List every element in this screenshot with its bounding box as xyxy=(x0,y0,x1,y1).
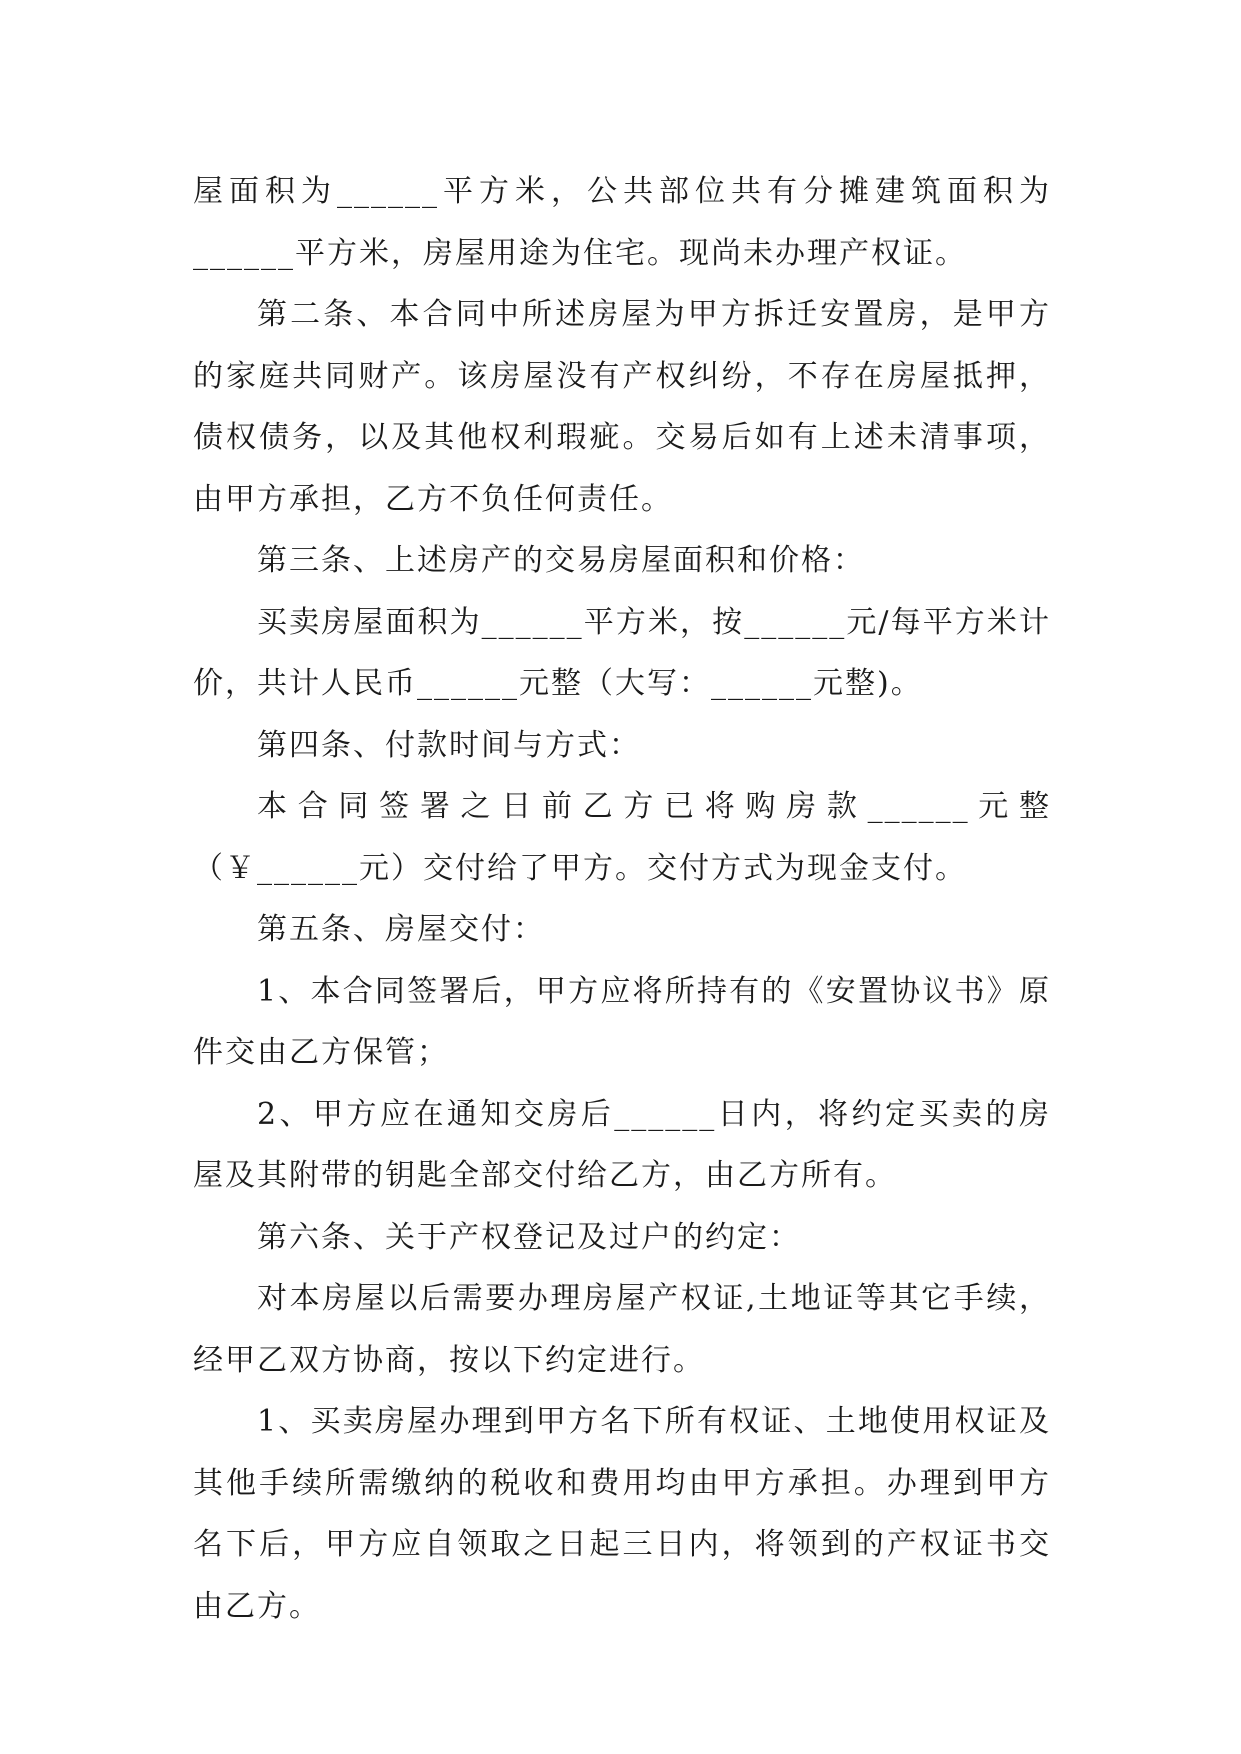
paragraph-article-5-item-1: 1、本合同签署后，甲方应将所持有的《安置协议书》原件交由乙方保管； xyxy=(193,973,1051,1070)
paragraph-article-6-item-1: 1、买卖房屋办理到甲方名下所有权证、土地使用权证及其他手续所需缴纳的税收和费用均由甲方承担。办理到甲方名下后，甲方应自领取之日起三日内，将领到的产权证书交由乙方。 xyxy=(193,1404,1051,1624)
paragraph-article-3-price: 买卖房屋面积为______平方米，按______元/每平方米计价，共计人民币______元整（大写：______元整)。 xyxy=(193,604,1051,701)
paragraph-area-continued: 屋面积为______平方米，公共部位共有分摊建筑面积为______平方米，房屋用途为住宅。现尚未办理产权证。 xyxy=(193,174,1051,271)
paragraph-article-4-payment: 本合同签署之日前乙方已将购房款______元整（￥______元）交付给了甲方。交付方式为现金支付。 xyxy=(193,789,1051,886)
paragraph-article-2: 第二条、本合同中所述房屋为甲方拆迁安置房，是甲方的家庭共同财产。该房屋没有产权纠纷，不存在房屋抵押，债权债务，以及其他权利瑕疵。交易后如有上述未清事项，由甲方承担，乙方不负任何责任。 xyxy=(193,297,1051,517)
paragraph-article-5-heading: 第五条、房屋交付： xyxy=(257,912,545,947)
paragraph-article-5-item-2: 2、甲方应在通知交房后______日内，将约定买卖的房屋及其附带的钥匙全部交付给乙方，由乙方所有。 xyxy=(193,1096,1051,1193)
paragraph-article-3-heading: 第三条、上述房产的交易房屋面积和价格： xyxy=(257,543,865,578)
paragraph-article-6-heading: 第六条、关于产权登记及过户的约定： xyxy=(257,1219,801,1255)
contract-body xyxy=(193,161,1051,1637)
paragraph-article-4-heading: 第四条、付款时间与方式： xyxy=(257,727,641,763)
paragraph-article-6-intro: 对本房屋以后需要办理房屋产权证,土地证等其它手续，经甲乙双方协商，按以下约定进行。 xyxy=(193,1281,1051,1378)
